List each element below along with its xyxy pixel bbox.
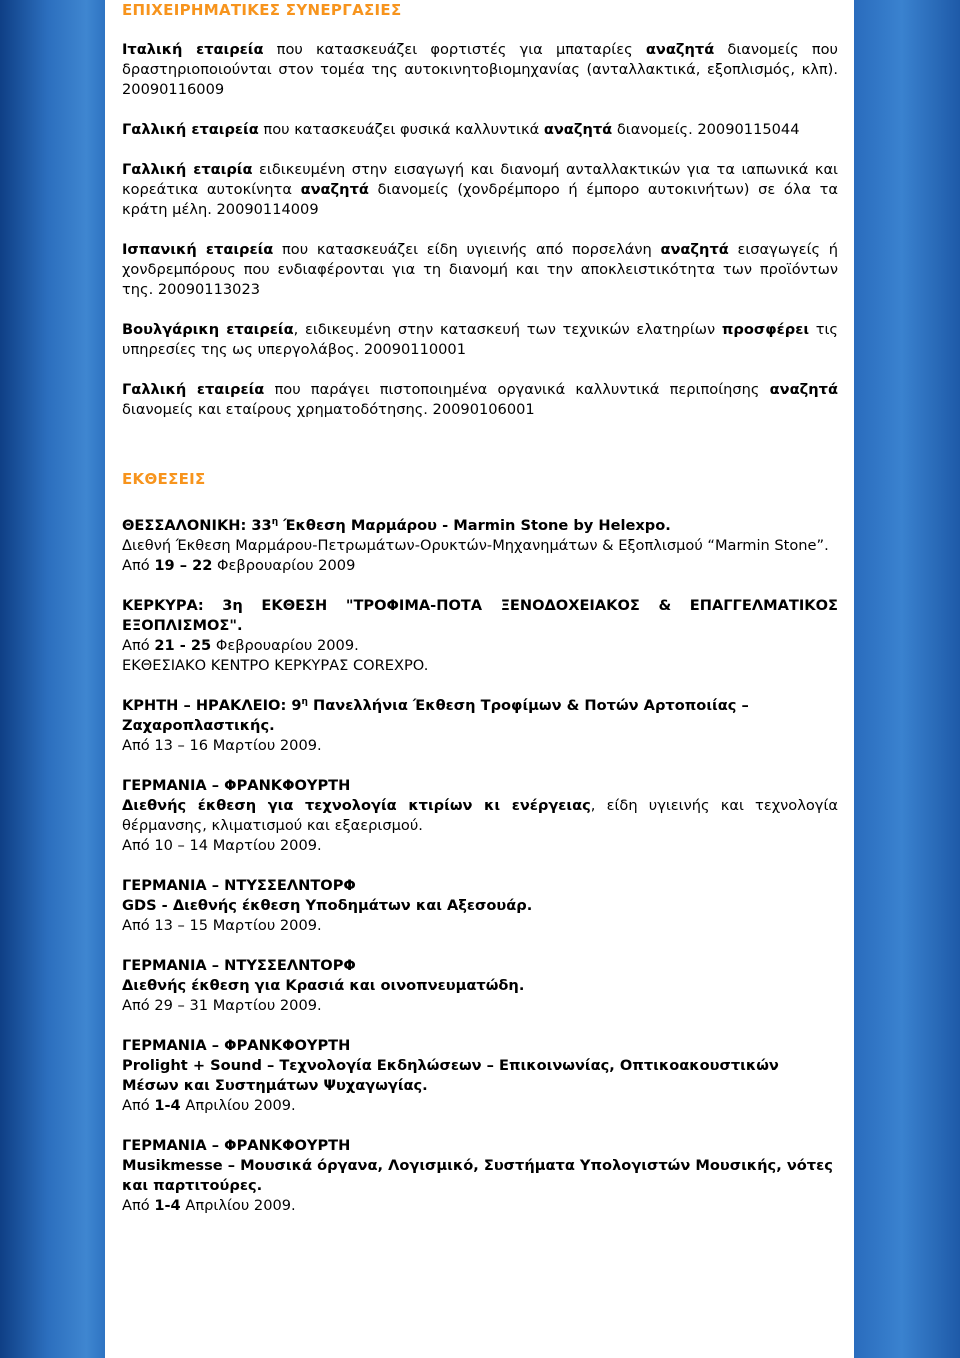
- keyword: αναζητά: [645, 41, 715, 58]
- keyword: προσφέρει: [721, 321, 810, 338]
- exhibition-title: ΚΕΡΚΥΡΑ: 3η ΕΚΘΕΣΗ "ΤΡΟΦΙΜΑ-ΠΟΤΑ ΞΕΝΟΔΟΧΕΙΑΚΟΣ & ΕΠΑΓΓΕΛΜΑΤΙΚΟΣ ΕΞΟΠΛΙΣΜΟΣ".: [122, 597, 838, 634]
- keyword: αναζητά: [543, 121, 613, 138]
- item-text: τις υπηρεσίες της ως υπεργολάβος. 20090110001: [122, 321, 838, 358]
- date-bold: 1-4: [154, 1097, 181, 1114]
- title-part: , είδη υγιεινής και τεχνολογία θέρμανσης, κλιματισμού και εξαερισμού.: [122, 797, 838, 834]
- date-part: Απριλίου 2009.: [180, 1197, 296, 1214]
- exhibition-city: ΓΕΡΜΑΝΙΑ – ΝΤΥΣΣΕΛΝΤΟΡΦ: [122, 877, 356, 894]
- date-part: Απριλίου 2009.: [180, 1097, 296, 1114]
- date-part: Φεβρουαρίου 2009.: [211, 637, 359, 654]
- title-bold: Διεθνής έκθεση για τεχνολογία κτιρίων κι ενέργειας: [122, 797, 591, 814]
- exhibition-entry: [122, 876, 838, 936]
- item-text: που κατασκευάζει φορτιστές για μπαταρίες: [263, 41, 646, 58]
- business-item: [122, 240, 838, 300]
- item-text: εισαγωγείς ή χονδρεμπόρους που ενδιαφέρονται για τη διανομή και την αποκλειστικότητα των προϊόντων της. 20090113023: [122, 241, 839, 298]
- date-part: Από: [122, 637, 155, 654]
- exhibition-date: [122, 636, 838, 656]
- business-item: [122, 380, 838, 420]
- item-text: που κατασκευάζει φυσικά καλλυντικά: [258, 121, 544, 138]
- exhibition-title: [122, 696, 838, 736]
- company-label: Γαλλική εταιρία: [122, 161, 253, 178]
- exhibition-date: [122, 1096, 838, 1116]
- item-text: που κατασκευάζει είδη υγιεινής από πορσελάνη: [273, 241, 661, 258]
- business-item: [122, 120, 838, 140]
- item-text: , ειδικευμένη στην κατασκευή των τεχνικών ελατηρίων: [293, 321, 722, 338]
- business-item: [122, 320, 838, 360]
- title-part: ΘΕΣΣΑΛΟΝΙΚΗ: 33: [122, 517, 272, 534]
- date-part: Από: [122, 1097, 155, 1114]
- exhibition-date: [122, 1196, 838, 1216]
- item-text: διανομείς που δραστηριοποιούνται στον τομέα της αυτοκινητοβιομηχανίας (ανταλλακτικά, εξοπλισμός, κλπ). 20090116009: [122, 41, 839, 98]
- business-item: [122, 40, 838, 100]
- title-part: Πανελλήνια Έκθεση Τροφίμων & Ποτών Αρτοποιίας – Ζαχαροπλαστικής.: [122, 697, 749, 734]
- keyword: αναζητά: [660, 241, 729, 258]
- exhibition-entry: [122, 1136, 838, 1216]
- exhibition-date: Από 29 – 31 Μαρτίου 2009.: [122, 997, 322, 1014]
- business-item: [122, 160, 838, 220]
- company-label: Ιταλική εταιρεία: [122, 41, 264, 58]
- exhibition-title: [122, 796, 838, 836]
- exhibition-title: Musikmesse – Μουσικά όργανα, Λογισμικό, Συστήματα Υπολογιστών Μουσικής, νότες και παρτιτούρες.: [122, 1157, 833, 1194]
- company-label: Γαλλική εταιρεία: [122, 381, 265, 398]
- company-label: Γαλλική εταιρεία: [122, 121, 259, 138]
- exhibition-entry: [122, 956, 838, 1016]
- exhibition-entry: [122, 696, 838, 756]
- keyword: αναζητά: [300, 181, 369, 198]
- item-text: διανομείς και εταίρους χρηματοδότησης. 20090106001: [122, 401, 535, 418]
- exhibitions-section: [122, 469, 838, 1216]
- exhibition-entry: [122, 1036, 838, 1116]
- date-bold: 1-4: [154, 1197, 181, 1214]
- exhibition-city: ΓΕΡΜΑΝΙΑ – ΦΡΑΝΚΦΟΥΡΤΗ: [122, 1037, 351, 1054]
- exhibition-entry: [122, 776, 838, 856]
- exhibition-entry: [122, 596, 838, 676]
- background-right-band: [854, 0, 960, 1358]
- item-text: διανομείς. 20090115044: [612, 121, 800, 138]
- exhibition-city: ΓΕΡΜΑΝΙΑ – ΝΤΥΣΣΕΛΝΤΟΡΦ: [122, 957, 356, 974]
- document-content: [122, 0, 838, 1216]
- exhibition-date: Από 13 – 16 Μαρτίου 2009.: [122, 737, 322, 754]
- date-bold: 21 - 25: [154, 637, 212, 654]
- exhibition-city: ΓΕΡΜΑΝΙΑ – ΦΡΑΝΚΦΟΥΡΤΗ: [122, 1137, 351, 1154]
- exhibition-venue: ΕΚΘΕΣΙΑΚΟ ΚΕΝΤΡΟ ΚΕΡΚΥΡΑΣ COREXPO.: [122, 657, 429, 674]
- exhibition-title: [122, 516, 838, 536]
- exhibition-title: GDS - Διεθνής έκθεση Υποδημάτων και Αξεσουάρ.: [122, 897, 533, 914]
- superscript: η: [301, 697, 308, 707]
- keyword: αναζητά: [769, 381, 838, 398]
- exhibition-city: ΓΕΡΜΑΝΙΑ – ΦΡΑΝΚΦΟΥΡΤΗ: [122, 777, 351, 794]
- date-part: Από: [122, 1197, 155, 1214]
- company-label: Βουλγάρικη εταιρεία: [122, 321, 294, 338]
- exhibition-entry: [122, 516, 838, 576]
- item-text: διανομείς (χονδρέμπορο ή έμπορο αυτοκινήτων) σε όλα τα κράτη μέλη. 20090114009: [122, 181, 838, 218]
- item-text: ειδικευμένη στην εισαγωγή και διανομή ανταλλακτικών για τα ιαπωνικά και κορεάτικα αυτοκίνητα: [122, 161, 838, 198]
- business-section-title: ΕΠΙΧΕΙΡΗΜΑΤΙΚΕΣ ΣΥΝΕΡΓΑΣΙΕΣ: [122, 1, 402, 19]
- business-section: [122, 0, 838, 420]
- exhibition-date: Από 13 – 15 Μαρτίου 2009.: [122, 917, 322, 934]
- date-part: Από: [122, 557, 155, 574]
- exhibition-title: Διεθνής έκθεση για Κρασιά και οινοπνευματώδη.: [122, 977, 525, 994]
- exhibition-date: [122, 556, 838, 576]
- exhibition-title: Prolight + Sound – Τεχνολογία Εκδηλώσεων – Επικοινωνίας, Οπτικοακουστικών Μέσων και Συστημάτων Ψυχαγωγίας.: [122, 1057, 779, 1094]
- exhibition-date: Από 10 – 14 Μαρτίου 2009.: [122, 837, 322, 854]
- company-label: Ισπανική εταιρεία: [122, 241, 274, 258]
- exhibitions-section-title: ΕΚΘΕΣΕΙΣ: [122, 470, 206, 488]
- date-part: Φεβρουαρίου 2009: [212, 557, 356, 574]
- date-bold: 19 – 22: [154, 557, 213, 574]
- title-part: Έκθεση Μαρμάρου - Marmin Stone by Helexpo.: [278, 517, 671, 534]
- title-part: ΚΡΗΤΗ – ΗΡΑΚΛΕΙΟ: 9: [122, 697, 302, 714]
- superscript: η: [271, 517, 279, 527]
- item-text: που παράγει πιστοποιημένα οργανικά καλλυντικά περιποίησης: [264, 381, 770, 398]
- exhibition-description: Διεθνή Έκθεση Μαρμάρου-Πετρωμάτων-Ορυκτών-Μηχανημάτων & Εξοπλισμού “Marmin Stone”.: [122, 537, 829, 554]
